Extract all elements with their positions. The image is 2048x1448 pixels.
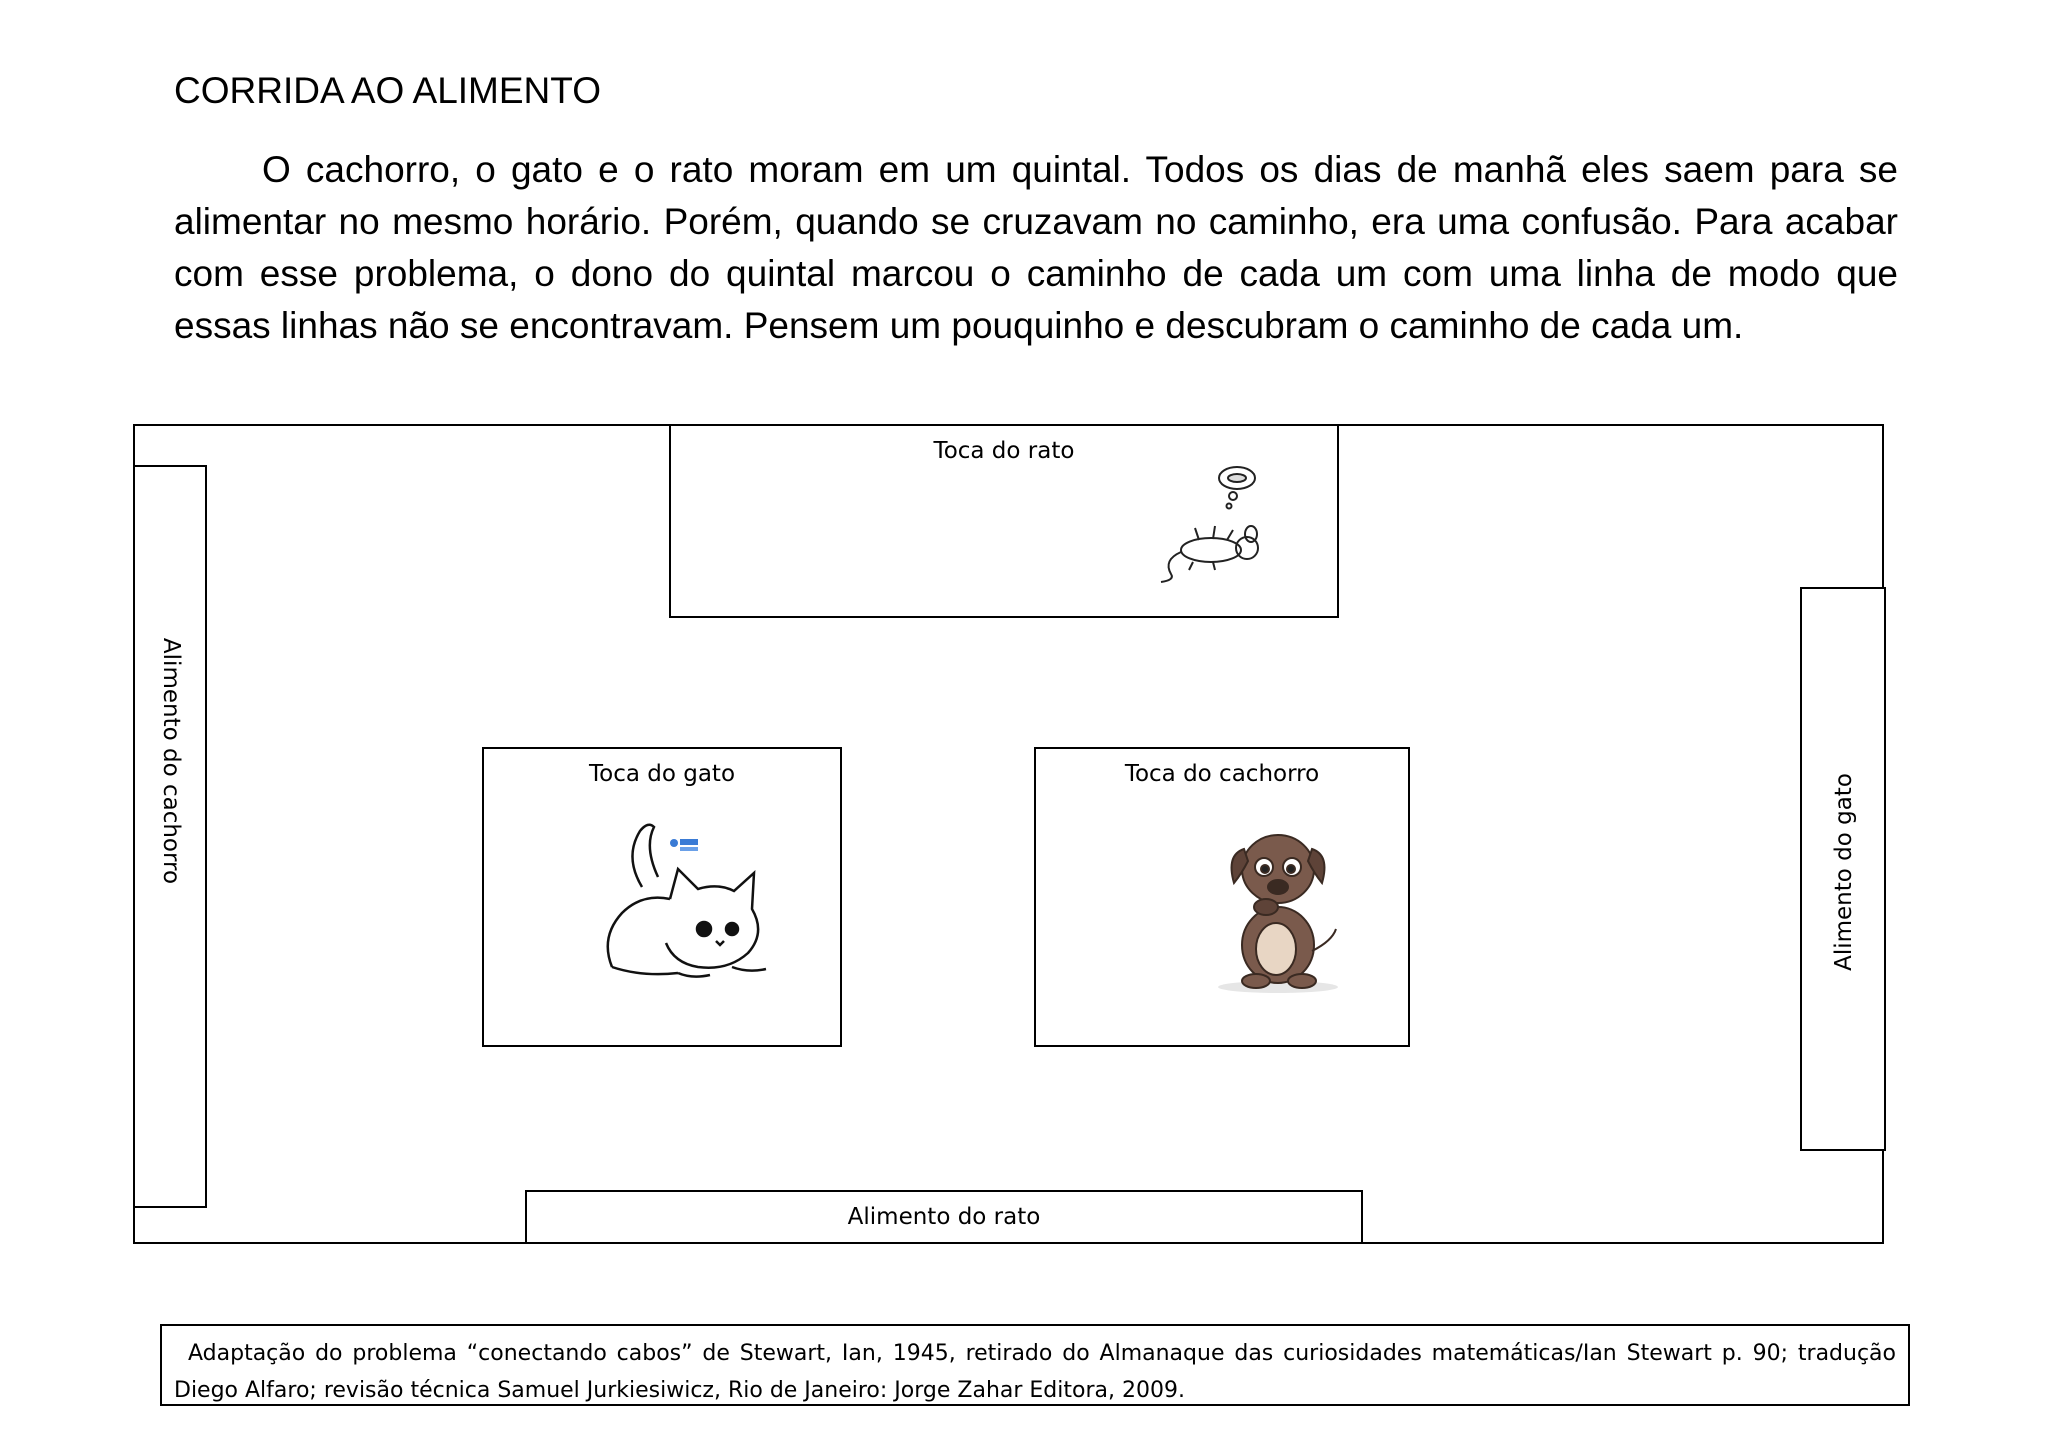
yard-diagram xyxy=(133,424,1884,1244)
cat-home-box xyxy=(482,747,842,1047)
source-citation: Adaptação do problema “conectando cabos” de Stewart, Ian, 1945, retirado do Almanaque das curiosidades matemáticas/Ian Stewart p. 90; tradução Diego Alfaro; revisão técnica Samuel Jurkiesiwicz, Rio de Janeiro: Jorge Zahar Editora, 2009. xyxy=(160,1324,1910,1406)
dog-home-label: Toca do cachorro xyxy=(1124,761,1320,787)
mouse-food-label: Alimento do rato xyxy=(847,1204,1041,1230)
kitten-icon xyxy=(582,817,782,997)
problem-paragraph: O cachorro, o gato e o rato moram em um quintal. Todos os dias de manhã eles saem para se alimentar no mesmo horário. Porém, quando se cruzavam no caminho, era uma confusão. Para acabar com esse problema, o dono do quintal marcou o caminho de cada um com uma linha de modo que essas linhas não se encontravam. Pensem um pouquinho e descubram o caminho de cada um. xyxy=(174,149,1898,346)
dog-home-box xyxy=(1034,747,1410,1047)
puppy-icon xyxy=(1206,825,1366,995)
mouse-home-box xyxy=(669,424,1339,618)
page-title: CORRIDA AO ALIMENTO xyxy=(174,70,601,111)
mouse-home-label: Toca do rato xyxy=(933,438,1075,464)
cat-food-box xyxy=(1800,587,1886,1151)
cat-food-label: Alimento do gato xyxy=(1831,773,1857,971)
dog-food-box xyxy=(133,465,207,1208)
sleeping-mouse-icon xyxy=(1153,464,1283,594)
mouse-food-box xyxy=(525,1190,1363,1244)
cat-home-label: Toca do gato xyxy=(588,761,736,787)
dog-food-label: Alimento do cachorro xyxy=(158,637,184,885)
